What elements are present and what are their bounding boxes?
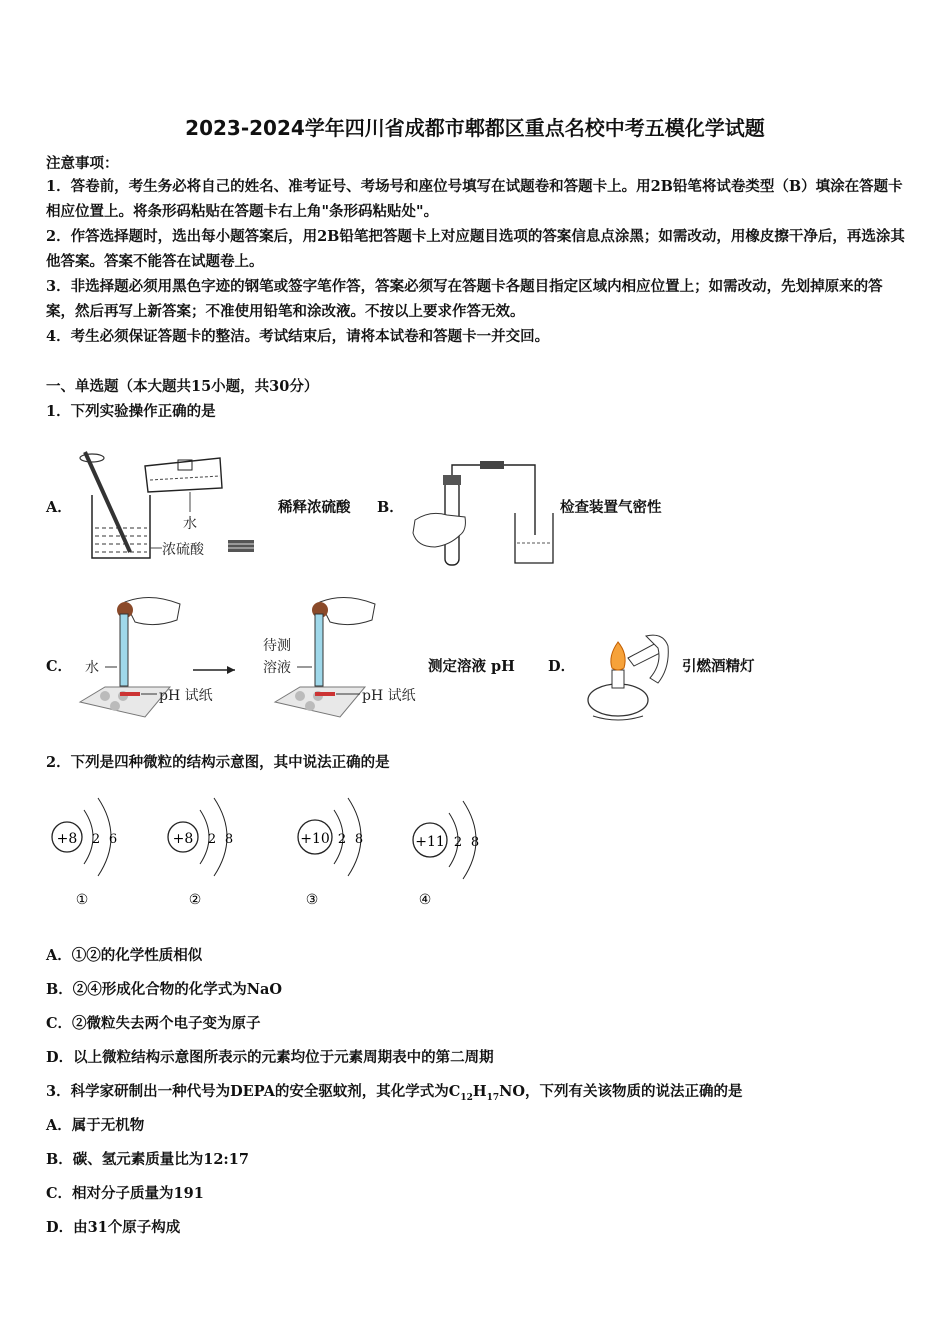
q2-stem: 2．下列是四种微粒的结构示意图，其中说法正确的是: [46, 754, 390, 771]
q1-option-a-letter: A．: [46, 499, 72, 516]
notice-heading: 注意事项：: [46, 155, 119, 172]
ph-test-figure: [75, 592, 430, 727]
particle-3: [298, 798, 363, 908]
fig-label-water-c: 水: [85, 660, 99, 676]
alcohol-lamp-figure: [578, 628, 673, 723]
q1-option-d-text: 引燃酒精灯: [682, 658, 755, 675]
q1-stem: 1．下列实验操作正确的是: [46, 403, 216, 420]
q2-option-a: A．①②的化学性质相似: [46, 947, 203, 964]
particle-4: [413, 801, 479, 908]
q2-option-c: C．②微粒失去两个电子变为原子: [46, 1015, 261, 1032]
particle-4-shell-1: 2: [453, 835, 463, 850]
q3-option-a: A．属于无机物: [46, 1117, 145, 1134]
q1-option-b-text: 检查装置气密性: [560, 499, 662, 516]
notice-item-1: 1．答卷前，考生务必将自己的姓名、准考证号、考场号和座位号填写在试题卷和答题卡上。用2B铅笔将试卷类型（B）填涂在答题卡相应位置上。将条形码粘贴在答题卡右上角"条形码粘贴处"。: [46, 178, 903, 220]
fig-label-water: 水: [183, 516, 197, 532]
q3-stem-post: NO，下列有关该物质的说法正确的是: [499, 1083, 743, 1100]
q1-option-a-text: 稀释浓硫酸: [278, 499, 351, 516]
q1-option-d-letter: D．: [548, 658, 576, 675]
fig-label-conc-acid: 浓硫酸: [162, 542, 204, 558]
particle-diagrams: [40, 790, 500, 915]
q3-sub-carbon: 12: [460, 1092, 473, 1103]
particle-3-shell-2: 8: [354, 832, 364, 847]
particle-3-shell-1: 2: [337, 832, 347, 847]
q3-stem-pre: 3．科学家研制出一种代号为DEPA的安全驱蚊剂，其化学式为C: [46, 1083, 461, 1100]
q3-option-b: B．碳、氢元素质量比为12:17: [46, 1151, 249, 1168]
particle-1-shell-1: 2: [91, 832, 101, 847]
section-heading: 一、单选题（本大题共15小题，共30分）: [46, 378, 319, 395]
fig-label-test-solution-1: 待测: [263, 638, 291, 654]
particle-2-nucleus: +8: [172, 831, 194, 847]
q3-sub-hydrogen: 17: [486, 1092, 500, 1103]
particle-4-label: ④: [418, 892, 432, 908]
fig-label-ph-paper-1: pH 试纸: [159, 688, 213, 704]
q3-stem-h: H: [472, 1083, 487, 1100]
notice-item-2: 2．作答选择题时，选出每小题答案后，用2B铅笔把答题卡上对应题目选项的答案信息点涂黑；如需改动，用橡皮擦干净后，再选涂其他答案。答案不能答在试题卷上。: [46, 228, 905, 270]
q2-option-b: B．②④形成化合物的化学式为NaO: [46, 981, 283, 998]
dilute-acid-figure: [70, 440, 270, 565]
airtightness-figure: [405, 455, 555, 570]
particle-2-shell-1: 2: [207, 832, 217, 847]
particle-2-shell-2: 8: [224, 832, 234, 847]
particle-1: [52, 798, 117, 908]
q2-option-d: D．以上微粒结构示意图所表示的元素均位于元素周期表中的第二周期: [46, 1049, 494, 1066]
particle-3-nucleus: +10: [300, 831, 330, 847]
particle-4-shell-2: 8: [470, 835, 480, 850]
page-title: 2023-2024学年四川省成都市郫都区重点名校中考五模化学试题: [185, 116, 765, 140]
particle-2: [168, 798, 233, 908]
q1-option-c-text: 测定溶液 pH: [428, 658, 515, 675]
particle-3-label: ③: [305, 892, 319, 908]
fig-label-ph-paper-2: pH 试纸: [362, 688, 416, 704]
notice-item-4: 4．考生必须保证答题卡的整洁。考试结束后，请将本试卷和答题卡一并交回。: [46, 328, 550, 345]
particle-1-nucleus: +8: [56, 831, 78, 847]
q3-stem: [46, 1080, 743, 1103]
fig-label-test-solution-2: 溶液: [263, 660, 291, 676]
particle-1-label: ①: [75, 892, 89, 908]
notice-item-3: 3．非选择题必须用黑色字迹的钢笔或签字笔作答，答案必须写在答题卡各题目指定区域内相应位置上；如需改动，先划掉原来的答案，然后再写上新答案；不准使用铅笔和涂改液。不按以上要求作答无效。: [46, 278, 883, 320]
particle-1-shell-2: 6: [108, 832, 118, 847]
particle-4-nucleus: +11: [415, 834, 445, 850]
q1-option-c-letter: C．: [46, 658, 73, 675]
particle-2-label: ②: [188, 892, 202, 908]
q3-option-d: D．由31个原子构成: [46, 1219, 181, 1236]
q3-option-c: C．相对分子质量为191: [46, 1185, 204, 1202]
q1-option-b-letter: B．: [377, 499, 404, 516]
